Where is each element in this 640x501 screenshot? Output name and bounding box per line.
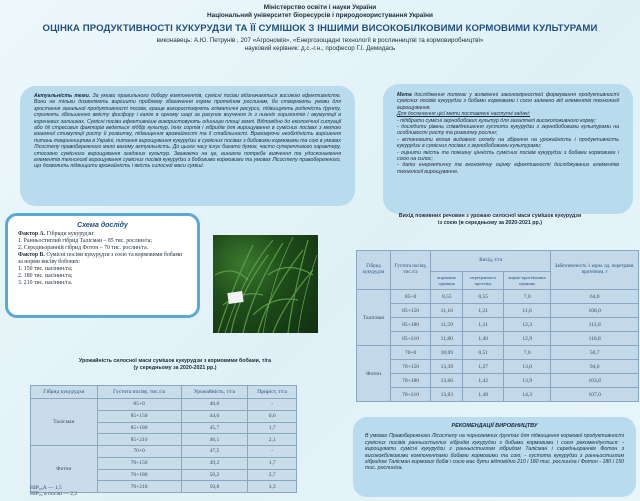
table-cell: 1,48 <box>463 388 503 402</box>
table-cell: 85+150 <box>97 410 181 422</box>
table-row <box>357 360 639 374</box>
table-cell: 50,8 <box>181 481 248 493</box>
table-cell: 7,0 <box>503 290 550 304</box>
table-cell: 45,7 <box>181 422 248 434</box>
table-cell: 50,7 <box>551 346 639 360</box>
performer-line: виконавець: А.Ю. Петрунів , 207 «Агрономія», «Енергозощадні технології в рослинництві та кормовиробництві» <box>156 37 484 44</box>
table-cell: 0,6 <box>248 410 297 422</box>
table-cell: 13,83 <box>431 388 463 402</box>
scheme-panel <box>5 213 200 318</box>
table2-caption-line: Вихід поживних речовин з урожаю силосної маси сумішок кукурудзи <box>398 213 582 219</box>
table-cell: 40,0 <box>181 399 248 411</box>
table-cell: 11,6 <box>503 304 550 318</box>
hybrid-cell: Фотон <box>357 346 391 402</box>
col-protein-supply: Забезпеченість 1 корм. од. перетравн. протеїном, г <box>551 251 639 290</box>
table-cell: 70+180 <box>97 469 181 481</box>
table-cell: - <box>248 446 297 458</box>
table-cell: 11,80 <box>431 332 463 346</box>
task-item: - дослідити рівень співвідношення густоти кукурудзи з зернобобовими культурами на особливості росту та розвитку рослин; <box>397 124 619 137</box>
table-cell: 7,6 <box>503 346 550 360</box>
goal-heading: Мета <box>397 92 412 98</box>
ministry-header <box>0 4 640 20</box>
col-increase: Приріст, т/га <box>248 386 297 399</box>
table-cell: 85+150 <box>391 304 431 318</box>
tasks-intro: Для досягнення цієї мети поставлені наступні задачі: <box>397 111 531 118</box>
table-cell: 70+0 <box>391 346 431 360</box>
table-cell: 112,8 <box>551 318 639 332</box>
factor-b-item: 3. 210 тис. насінин/га. <box>18 280 73 286</box>
col-feed-protein-units: кормо-протеїнових одиниць <box>503 272 550 290</box>
lsd-factor-a: НІР₀₅А — 1,5 <box>30 485 62 491</box>
table-row <box>31 446 297 458</box>
hybrid-cell: Талісман <box>31 399 98 446</box>
table-cell: 85+0 <box>97 399 181 411</box>
table-cell: 13,66 <box>431 374 463 388</box>
table-cell: 85+180 <box>97 422 181 434</box>
table-cell: 13,39 <box>431 360 463 374</box>
table-cell: 107,0 <box>551 388 639 402</box>
table-row <box>357 304 639 318</box>
table-cell: 0,51 <box>463 346 503 360</box>
table-cell: 118,8 <box>551 332 639 346</box>
factor-a-item: 1. Ранньостиглий гібрид Талісман – 85 тис. рослин/га; <box>18 238 152 244</box>
table-cell: 11,16 <box>431 304 463 318</box>
table2-caption <box>355 213 625 226</box>
table-cell: 70+0 <box>97 446 181 458</box>
factor-a-label: Фактор А. <box>18 231 46 237</box>
col-density: Густота посіву, тис./га <box>97 386 181 399</box>
table-cell: 47,5 <box>181 446 248 458</box>
table-cell: 13,9 <box>503 374 550 388</box>
task-item: - дати енергетичну та економічну оцінку ефективності досліджуваних елементів технології вирощування. <box>397 162 619 175</box>
table-cell: 70+210 <box>97 481 181 493</box>
table-cell: 8,55 <box>431 290 463 304</box>
factor-a-text: Гібриди кукурудзи: <box>45 231 95 237</box>
task-item: - оцінити якість та поживну цінність сумісних посівів кукурудзи з бобами кормовими і соєю на силос; <box>397 149 619 163</box>
relevance-panel <box>20 86 355 206</box>
table-row <box>357 290 639 304</box>
yield-table <box>30 385 297 493</box>
relevance-heading: Актуальність теми. <box>34 93 91 99</box>
factor-b-item: 2. 180 тис. насінин/га; <box>18 273 73 279</box>
ministry-line: Міністерство освіти і науки України <box>263 4 377 11</box>
table-cell: 11,59 <box>431 318 463 332</box>
table-row <box>357 388 639 402</box>
factor-b-text: Сумісні посіви кукурудзи з соєю та кормовими бобами за норми висіву бобових: <box>18 252 183 265</box>
table-cell: - <box>248 399 297 411</box>
relevance-text: За умови правильного добору компонентів, сумісні посіви відзначаються високою ефективністю. Вони не тільки дозволяють вирішити проблему збагачення корма протеїном рослинам, бо створюють умови для зростання загальної продуктивності посівів, краще використовують кліматичні ресурси, підвищують родючість ґрунту, сприяють збільшенню вмісту фосфору і калію в орному шарі за рахунок виучення їх з нижніх горизонтів і акумуляції в кореневих залишках. Сумісні посіви ефективніше використовують одиницю площі землі. Відповідно до екологічної ситуації або дії стресових факторів ведеться підбір культур, їхніх сортів і гібридів для вирощування в сумісних посівах з метою взаємної стимуляції росту й розвитку, підвищення врожайності та її стабільності. Враховуючи необхідність вирішення питань тваринництва в Україні, питання вирощування кукурудзи в сумісних посівах з бобовими кормовими та сою в умовах Лісостепу правобережного мало вагому актуальність. До цього часу існує багато думок, часто суперечливого характеру, стосовно сумісного вирощування згаданих культур. Зважаючи на це, виникла потреба вивчення та удосконалення елементів технології вирощування сумісних посівів кукурудзи з бобовими кормовими та умовах Лісостепу правобережного, що дозволить підвищити врожайність і якість силосної маси суміші. <box>34 93 341 170</box>
col-feed-units: кормових одиниць <box>431 272 463 290</box>
hybrid-cell: Фотон <box>31 446 98 493</box>
supervisor-line: науковий керівник: д.с.-г.н., професор Г.І. Демидась <box>244 45 396 52</box>
table-cell: 64,0 <box>551 290 639 304</box>
goal-panel <box>383 84 633 214</box>
recommendations-title: РЕКОМЕНДАЦІЇ ВИРОБНИЦТВУ <box>451 423 538 429</box>
table-cell: 44,6 <box>181 410 248 422</box>
table-cell: 85+180 <box>391 318 431 332</box>
table-cell: 50,2 <box>181 469 248 481</box>
table-cell: 94,6 <box>551 360 639 374</box>
table-row <box>357 318 639 332</box>
table-cell: 1,27 <box>463 360 503 374</box>
table-cell: 70+150 <box>97 457 181 469</box>
recommendations-text: В умовах Правобережного Лісостепу на чорноземних ґрунтах для підвищення кормової продуктивності сумісних посівів ранньостиглих гібридів кукурудзи з бобами кормовими і соєю рекомендується: - вирощувати сумісні кукурудзи з ранньостиглим гібридом Талісман і середньораннім Фотон з висококбілковими компонентами бобами кормовими та сою; - густота кукурудзи з ранньостиглим гібридом Талісман кормових бобів і соєю має бути відповідно 210 і 180 тис. рослин/га і Фотон - 180 і 150 тис. рослин/га. <box>365 433 624 472</box>
table-cell: 2,7 <box>248 469 297 481</box>
lsd-notes <box>30 485 110 497</box>
corn-plants-illustration <box>213 235 318 333</box>
table-cell: 14,3 <box>503 388 550 402</box>
factor-a-item: 2. Середньоранній гібрид Фотон – 70 тис. рослин/га. <box>18 245 149 251</box>
factor-b-item: 1. 150 тис. насінин/га; <box>18 266 73 272</box>
university-line: Національний університет біоресурсів і природокористування України <box>207 12 433 19</box>
goal-text: дослідження полягає у виявленні закономірностей формування продуктивності сумісних посівів кукурудзи з бобами кормовими і соєю залежно від елементів технології вирощування. <box>397 92 619 111</box>
col-density: Густота посіву, тис./га <box>391 251 431 290</box>
col-yield: Вихід, т/га <box>431 251 551 272</box>
recommendations-panel <box>353 417 636 497</box>
table1-caption-line: (у середньому за 2020-2021 рр.) <box>133 364 217 371</box>
table-cell: 49,2 <box>181 457 248 469</box>
table-cell: 103,8 <box>551 374 639 388</box>
table-cell: 1,40 <box>463 332 503 346</box>
table-cell: 1,31 <box>463 318 503 332</box>
table-cell: 3,3 <box>248 481 297 493</box>
table-cell: 12,3 <box>503 318 550 332</box>
task-item: - встановити вплив видового складу на збірення на урожайність і продуктивність кукурудзи в сумісних посівах з зернобобовими культурами; <box>397 136 619 150</box>
table-cell: 1,7 <box>248 457 297 469</box>
col-digestible-protein: перетравного протеїну <box>463 272 503 290</box>
table-cell: 10,09 <box>431 346 463 360</box>
nutrients-table <box>356 250 639 402</box>
table-cell: 85+0 <box>391 290 431 304</box>
scheme-title: Схема досліду <box>77 222 128 229</box>
table-row <box>357 374 639 388</box>
col-hybrid: Гібрид кукурудзи <box>31 386 98 399</box>
factor-b-line <box>18 252 187 266</box>
table-cell: 70+150 <box>391 360 431 374</box>
table2-caption-line: із соєю (в середньому за 2020-2021 рр.) <box>438 219 542 226</box>
table-cell: 2,1 <box>248 434 297 446</box>
poster-title: ОЦІНКА ПРОДУКТИВНОСТІ КУКУРУДЗИ ТА ЇЇ СУМІШОК З ІНШИМИ ВИСОКОБІЛКОВИМИ КОРМОВИМИ КУЛЬТУРАМИ <box>42 23 598 34</box>
table-cell: 1,42 <box>463 374 503 388</box>
hybrid-cell: Талісман <box>357 290 391 346</box>
table-cell: 12,9 <box>503 332 550 346</box>
table-cell: 13,0 <box>503 360 550 374</box>
col-hybrid: Гібрид кукурудзи <box>357 251 391 290</box>
col-yield: Урожайність, т/га <box>181 386 248 399</box>
table-cell: 70+210 <box>391 388 431 402</box>
table-cell: 1,21 <box>463 304 503 318</box>
table-cell: 70+180 <box>391 374 431 388</box>
table-cell: 1,7 <box>248 422 297 434</box>
table-cell: 85+210 <box>97 434 181 446</box>
lsd-sowing: НІР₀₅ в посіві — 2,2 <box>30 491 78 497</box>
table-cell: 0,55 <box>463 290 503 304</box>
factor-b-label: Фактор В. <box>18 252 45 258</box>
table-cell: 46,1 <box>181 434 248 446</box>
table1-caption <box>10 358 340 371</box>
table-row <box>31 399 297 411</box>
table-row <box>357 332 639 346</box>
table-row <box>357 346 639 360</box>
corn-field-photo <box>213 235 318 333</box>
field-sign <box>227 291 243 304</box>
task-item: - підібрати сумісні зернобобових культур для загалтелі високопоживного корму; <box>397 117 596 124</box>
factor-a-line <box>18 231 187 238</box>
table-cell: 85+210 <box>391 332 431 346</box>
table1-caption-line: Урожайність силосної маси сумішок кукурудзи з кормовими бобами, т/га <box>78 358 272 364</box>
table-cell: 108,0 <box>551 304 639 318</box>
